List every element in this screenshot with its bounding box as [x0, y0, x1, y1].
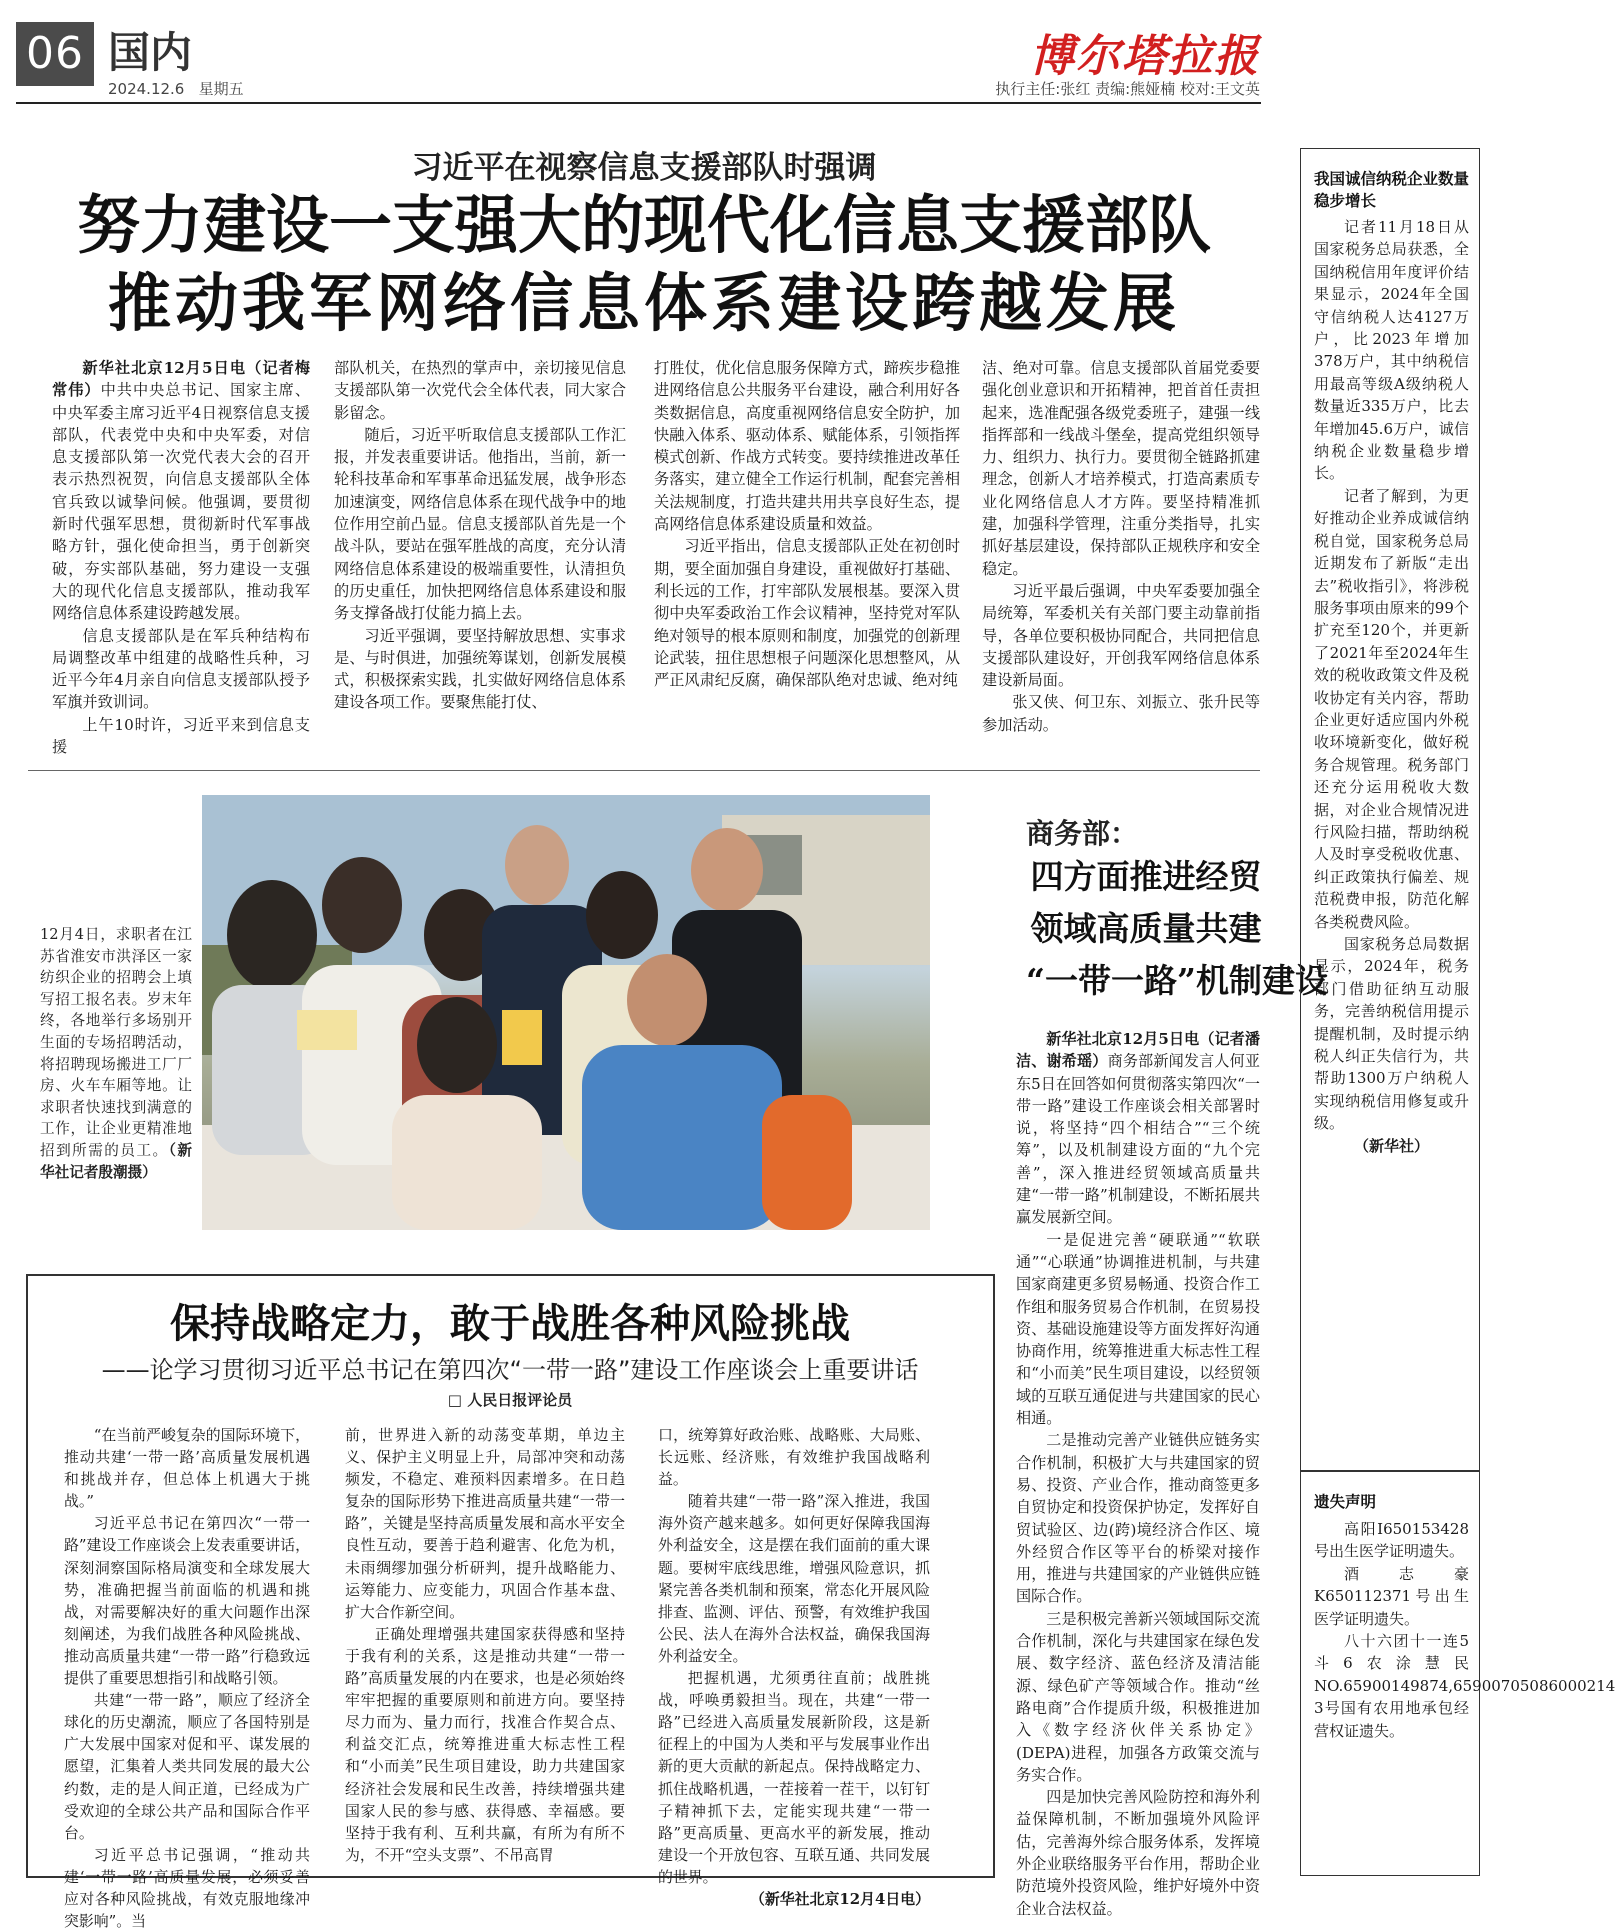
lead-kicker: 习近平在视察信息支援部队时强调 — [411, 150, 877, 186]
section-divider — [28, 770, 1260, 771]
lead-column-1 — [52, 357, 310, 757]
sidebar-divider — [1300, 1470, 1480, 1472]
section-name: 国内 — [108, 28, 193, 77]
commentary-paragraph: 把握机遇，尤须勇往直前；战胜挑战，呼唤勇毅担当。现在，共建“一带一路”已经进入高质量发展新阶段，这是新征程上的中国为人类和平与发展事业作出新的更大贡献的新起点。保持战略定力、抓住战略机遇，一茬接着一茬干，以钉钉子精神抓下去，定能实现共建“一带一路”更高质量、更高水平的新发展，推动建设一个开放包容、互联互通、共同发展的世界。 — [658, 1669, 930, 1886]
commentary-paragraph: “在当前严峻复杂的国际环境下，推动共建‘一带一路’高质量发展机遇和挑战并存，但总体上机遇大于挑战。” — [64, 1426, 310, 1511]
caption-text: 12月4日，求职者在江苏省淮安市洪泽区一家纺织企业的招聘会上填写招工报名表。岁末年终，各地举行多场别开生面的专场招聘活动，将招聘现场搬进工厂厂房、火车车厢等地。让求职者快速找到满意的工作，让企业更精准地招到所需的员工。 — [40, 926, 192, 1159]
news-photo — [202, 795, 930, 1230]
commerce-headline-line1: 四方面推进经贸 — [1030, 857, 1262, 896]
lead-paragraph: 部队机关，在热烈的掌声中，亲切接见信息支援部队第一次党代会全体代表，同大家合影留念。 — [334, 359, 626, 422]
commerce-paragraph: 四是加快完善风险防控和海外利益保障机制，不断加强境外风险评估，完善海外综合服务体系，发挥境外企业联络服务平台作用，帮助企业防范境外投资风险，维护好境外中资企业合法权益。 — [1016, 1788, 1260, 1918]
date-text: 2024.12.6 — [108, 80, 185, 98]
sidebar-paragraph: 国家税务总局数据显示，2024年，税务部门借助征纳互动服务，完善纳税信用提示提醒机制，及时提示纳税人纠正失信行为，共帮助1300万户纳税人实现纳税信用修复或升级。 — [1314, 935, 1469, 1133]
sidebar-title: 我国诚信纳税企业数量稳步增长 — [1314, 170, 1470, 210]
lead-paragraph — [52, 357, 310, 625]
commentary-credit: （新华社北京12月4日电） — [750, 1889, 930, 1908]
lead-paragraph: 信息支援部队是在军兵种结构布局调整改革中组建的战略性兵种，习近平今年4月亲自向信息支援部队授予军旗并致训词。 — [52, 626, 310, 712]
notice-body — [1314, 1518, 1615, 1742]
caption-credit: （新华社记者殷潮摄） — [40, 1141, 192, 1181]
lead-paragraph: 打胜仗，优化信息服务保障方式，蹄疾步稳推进网络信息公共服务平台建设，融合利用好各类数据信息，高度重视网络信息安全防护，加快融入体系、驱动体系、赋能体系，引领指挥模式创新、作战方式转变。要持续推进改革任务落实，建立健全工作运行机制，配套完善相关法规制度，打造共建共用共享良好生态，提高网络信息体系建设质量和效益。 — [654, 359, 960, 534]
weekday-text: 星期五 — [198, 80, 244, 98]
commerce-paragraph — [1016, 1028, 1260, 1229]
commentary-author: □ 人民日报评论员 — [447, 1391, 573, 1409]
commentary-title: 保持战略定力，敢于战胜各种风险挑战 — [170, 1300, 850, 1347]
photo-caption — [40, 924, 192, 1183]
commerce-headline-line2: 领域高质量共建 — [1030, 909, 1262, 948]
lost-notice — [1314, 1490, 1615, 1742]
sidebar-credit: （新华社） — [1353, 1136, 1429, 1155]
notice-title: 遗失声明 — [1314, 1493, 1377, 1511]
commerce-headline-line3: “一带一路”机制建设 — [1026, 961, 1328, 1000]
commentary-column-3 — [658, 1424, 930, 1908]
editor-credits: 执行主任:张红 责编:熊娅楠 校对:王文英 — [995, 80, 1260, 98]
header-rule — [16, 102, 1261, 104]
commentary-paragraph: 习近平总书记在第四次“一带一路”建设工作座谈会上发表重要讲话，深刻洞察国际格局演变和全球发展大势，准确把握当前面临的机遇和挑战，对需要解决好的重大问题作出深刻阐述，为我们战胜各种风险挑战、推动高质量共建“一带一路”行稳致远提供了重要思想指引和战略引领。 — [64, 1514, 310, 1688]
lead-paragraph: 张又侠、何卫东、刘振立、张升民等参加活动。 — [982, 693, 1260, 734]
lead-text: 中共中央总书记、国家主席、中央军委主席习近平4日视察信息支援部队，代表党中央和中央军委，对信息支援部队第一次党代表大会的召开表示热烈祝贺，向信息支援部队全体官兵致以诚挚问候。他强调，要贯彻新时代强军思想，贯彻新时代军事战略方针，强化使命担当，勇于创新突破，夯实部队基础，努力建设一支强大的现代化信息支援部队，推动我军网络信息体系建设跨越发展。 — [52, 381, 310, 623]
commerce-body — [1016, 1028, 1260, 1918]
issue-date — [108, 78, 244, 99]
commentary-paragraph: 随着共建“一带一路”深入推进，我国海外资产越来越多。如何更好保障我国海外利益安全，这是摆在我们面前的重大课题。要树牢底线思维，增强风险意识，抓紧完善各类机制和预案，常态化开展风险排查、监测、评估、预警，有效维护我国公民、法人在海外合法权益，确保我国海外利益安全。 — [658, 1492, 930, 1665]
sidebar-paragraph: 记者了解到，为更好推动企业养成诚信纳税自觉，国家税务总局近期发布了新版“走出去”税收指引》，将涉税服务事项由原来的99个扩充至120个，并更新了2021年至2024年生效的税收政策文件及税收协定有关内容，帮助企业更好适应国内外税收环境新变化，做好税务合规管理。税务部门还充分运用税收大数据，对企业合规情况进行风险扫描，帮助纳税人及时享受税收优惠、纠正政策执行偏差、规范税费申报，防范化解各类税费风险。 — [1314, 486, 1469, 931]
lead-paragraph: 习近平最后强调，中央军委要加强全局统筹，军委机关有关部门要主动靠前指导，各单位要积极协同配合，共同把信息支援部队建设好，开创我军网络信息体系建设新局面。 — [982, 581, 1260, 690]
lead-paragraph: 上午10时许，习近平来到信息支援 — [52, 715, 310, 757]
commentary-column-2 — [345, 1424, 625, 1872]
commentary-column-1 — [64, 1424, 310, 1931]
sidebar-body — [1314, 216, 1469, 1406]
commentary-paragraph: 共建“一带一路”，顺应了经济全球化的历史潮流，顺应了各国特别是广大发展中国家对促和平、谋发展的愿望，汇集着人类共同发展的最大公约数，走的是人间正道，已经成为广受欢迎的全球公共产品和国际合作平台。 — [64, 1691, 310, 1842]
commentary-subtitle: ——论学习贯彻习近平总书记在第四次“一带一路”建设工作座谈会上重要讲话 — [101, 1356, 919, 1384]
lead-paragraph: 随后，习近平听取信息支援部队工作汇报，并发表重要讲话。他指出，当前，新一轮科技革命和军事革命迅猛发展，战争形态加速演变，网络信息体系在现代战争中的地位作用空前凸显。信息支援部队首先是一个战斗队，要站在强军胜战的高度，充分认清网络信息体系建设的极端重要性，认清担负的历史重任，加快把网络信息体系建设和服务支撑备战打仗能力搞上去。 — [334, 425, 626, 623]
commerce-paragraph: 一是促进完善“硬联通”“软联通”“心联通”协调推进机制，与共建国家商建更多贸易畅通、投资合作工作组和服务贸易合作机制，在贸易投资、基础设施建设等方面发挥好沟通协商作用，统筹推进重大标志性工程和“小而美”民生项目建设，以经贸领域的互联互通促进与共建国家的民心相通。 — [1016, 1230, 1260, 1428]
commentary-paragraph: 习近平总书记强调，“推动共建‘一带一路’高质量发展，必须妥善应对各种风险挑战，有效克服地缘冲突影响”。当 — [64, 1845, 310, 1931]
sidebar-paragraph: 记者11月18日从国家税务总局获悉，全国纳税信用年度评价结果显示，2024年全国守信纳税人达4127万户，比2023年增加378万户，其中纳税信用最高等级A级纳税人数量近335万户，比去年增加45.6万户，诚信纳税企业数量稳步增长。 — [1314, 218, 1469, 483]
newspaper-masthead: 博尔塔拉报 — [1030, 31, 1260, 82]
lead-column-4 — [982, 357, 1260, 743]
job-fair-photo-illustration — [202, 795, 930, 1230]
notice-item: 高阳I650153428号出生医学证明遗失。 — [1314, 1520, 1469, 1561]
commentary-paragraph: 正确处理增强共建国家获得感和坚持于我有利的关系，这是推动共建“一带一路”高质量发展的内在要求，也是必须始终牢牢把握的重要原则和前进方向。要坚持尽力而为、量力而行，找准合作契合点、利益交汇点，统筹推进重大标志性工程和“小而美”民生项目建设，助力共建国家经济社会发展和民生改善，持续增强共建国家人民的参与感、获得感、幸福感。要坚持于我有利、互利共赢，有所为有所不为，不开“空头支票”、不吊高胃 — [345, 1624, 625, 1864]
commentary-paragraph: 口，统筹算好政治账、战略账、大局账、长远账、经济账，有效维护我国战略利益。 — [658, 1426, 930, 1489]
commerce-text: 商务部新闻发言人何亚东5日在回答如何贯彻落实第四次“一带一路”建设工作座谈会相关部署时说，将坚持“四个相结合”“三个统筹”，以及机制建设方面的“九个完善”，深入推进经贸领域高质量共建“一带一路”机制建设，不断拓展共赢发展新空间。 — [1016, 1052, 1260, 1227]
commerce-kicker: 商务部： — [1026, 817, 1139, 850]
lead-paragraph: 习近平指出，信息支援部队正处在初创时期，要全面加强自身建设，重视做好打基础、利长远的工作，打牢部队发展根基。要深入贯彻中央军委政治工作会议精神，坚持党对军队绝对领导的根本原则和制度，加强党的创新理论武装，扭住思想根子问题深化思想整风，从严正风肃纪反腐，确保部队绝对忠诚、绝对纯 — [654, 537, 960, 690]
commentary-paragraph: 前，世界进入新的动荡变革期，单边主义、保护主义明显上升，局部冲突和动荡频发，不稳定、难预料因素增多。在日趋复杂的国际形势下推进高质量共建“一带一路”，关键是坚持高质量发展和高水平安全良性互动，要善于趋利避害、化危为机，未雨绸缪加强分析研判，提升战略能力、运筹能力、应变能力，巩固合作基本盘、扩大合作新空间。 — [345, 1426, 625, 1621]
commerce-paragraph: 三是积极完善新兴领域国际交流合作机制，深化与共建国家在绿色发展、数字经济、蓝色经济及清洁能源、绿色矿产等领域合作。推动“丝路电商”合作提质升级，积极推进加入《数字经济伙伴关系协定》(DEPA)进程，加强各方政策交流与务实合作。 — [1016, 1609, 1260, 1784]
sidebar-news — [1314, 168, 1469, 1406]
lead-paragraph: 洁、绝对可靠。信息支援部队首届党委要强化创业意识和开拓精神，把首首任责担起来，选准配强各级党委班子，建强一线指挥部和一线战斗堡垒，提高党组织领导力、组织力、执行力。要贯彻全链路抓建理念，创新人才培养模式，打造高素质专业化网络信息人才方阵。要坚持精准抓建，加强科学管理，注重分类指导，扎实抓好基层建设，保持部队正规秩序和安全稳定。 — [982, 359, 1260, 578]
lead-column-3 — [654, 357, 960, 743]
lead-headline-line1: 努力建设一支强大的现代化信息支援部队 — [77, 189, 1211, 262]
commerce-paragraph: 二是推动完善产业链供应链务实合作机制，积极扩大与共建国家的贸易、投资、产业合作，推动商签更多自贸协定和投资保护协定，发挥好自贸试验区、边(跨)境经济合作区、境外经贸合作区等平台的桥梁对接作用，推进与共建国家的产业链供应链国际合作。 — [1016, 1431, 1260, 1606]
page-number: 06 — [16, 22, 94, 86]
lead-byline: 新华社北京12月5日电（记者梅常伟） — [52, 359, 310, 400]
lead-column-2 — [334, 357, 626, 743]
notice-item: 酒志豪K650112371号出生医学证明遗失。 — [1314, 1564, 1469, 1628]
commerce-byline: 新华社北京12月5日电（记者潘洁、谢希瑶） — [1016, 1030, 1260, 1071]
lead-paragraph: 习近平强调，要坚持解放思想、实事求是、与时俱进，加强统筹谋划，创新发展模式，积极探索实践，扎实做好网络信息体系建设各项工作。要聚焦能打仗、 — [334, 626, 626, 712]
lead-headline-line2: 推动我军网络信息体系建设跨越发展 — [108, 267, 1180, 340]
notice-item: 八十六团十一连5斗6农涂慧民NO.65900149874,65900705086000214 3号国有农用地承包经营权证遗失。 — [1314, 1632, 1615, 1740]
